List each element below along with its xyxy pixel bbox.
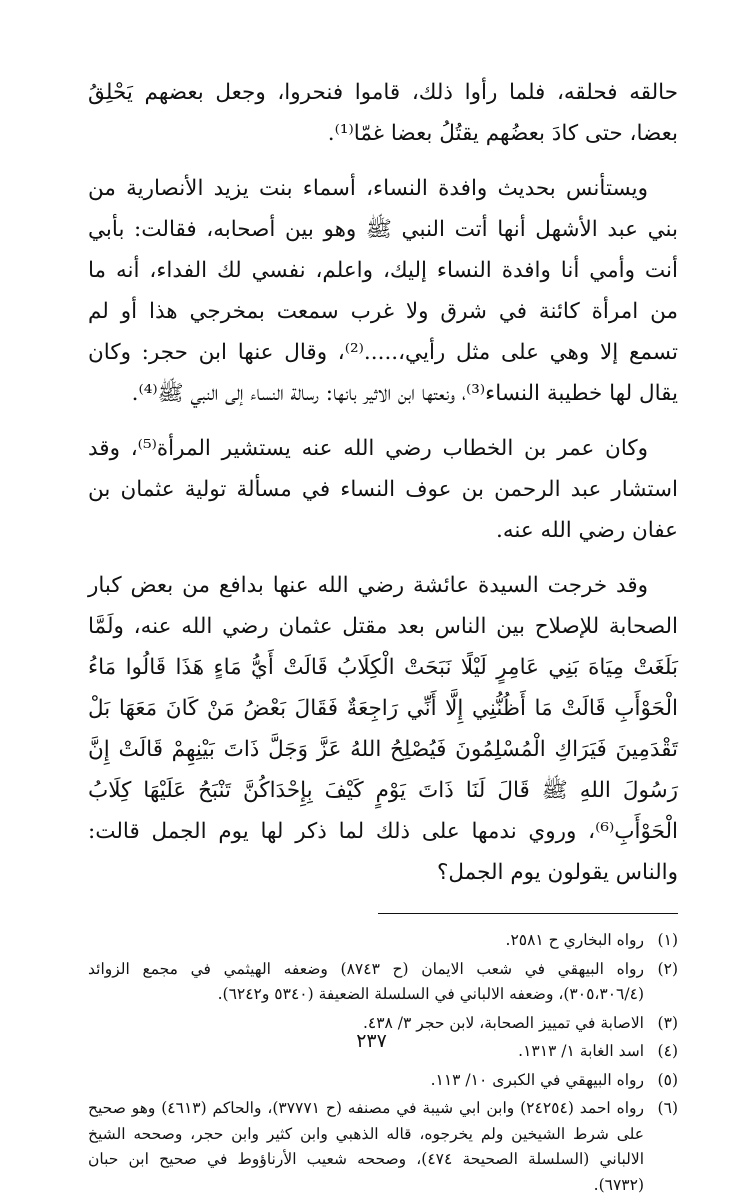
footnotes (88, 928, 678, 1198)
footnote-number: (٢) (657, 959, 678, 978)
paragraph-1: حالقه فحلقه، فلما رأوا ذلك، قاموا فنحروا، وجعل بعضهم يَحْلِقُ بعضا، حتى كادَ بعضُهم يقتُلُ بعضا غمّا⁽¹⁾. (88, 80, 678, 146)
footnote-text: الاصابة في تمييز الصحابة، لابن حجر ٣/ ٤٣٨. (362, 1013, 644, 1032)
footnote-text: رواه البخاري ح ٢٥٨١. (505, 931, 644, 949)
footnote-number: (١) (657, 931, 678, 949)
page-number: ٢٣٧ (356, 1030, 387, 1052)
footnote-1 (88, 928, 678, 954)
paragraph-3: وكان عمر بن الخطاب رضي الله عنه يستشير المرأة⁽⁵⁾، وقد استشار عبد الرحمن بن عوف النساء في مسألة تولية عثمان بن عفان رضي الله عنه. (88, 436, 678, 543)
paragraph-4: وقد خرجت السيدة عائشة رضي الله عنها بدافع من بعض كبار الصحابة للإصلاح بين الناس بعد مقتل عثمان رضي الله عنه، ولَمَّا بَلَغَتْ مِيَاهَ بَنِي عَامِرٍ لَيْلًا نَبَحَتْ الْكِلَابُ قَالَتْ أَيُّ مَاءٍ هَذَا قَالُوا مَاءُ الْحَوْأَبِ قَالَتْ مَا أَظُنُّنِي إِلَّا أَنِّي رَاجِعَةٌ فَقَالَ بَعْضُ مَنْ كَانَ مَعَهَا بَلْ تَقْدَمِينَ فَيَرَاكِ الْمُسْلِمُونَ فَيُصْلِحُ اللهُ عَزَّ وَجَلَّ ذَاتَ بَيْنِهِمْ قَالَتْ إِنَّ رَسُولَ اللهِ ﷺ قَالَ لَنَا ذَاتَ يَوْمٍ كَيْفَ بِإِحْدَاكُنَّ تَنْبَحُ عَلَيْهَا كِلَابُ الْحَوْأَبِ⁽⁶⁾، وروي ندمها على ذلك لما ذكر لها يوم الجمل قالت: والناس يقولون يوم الجمل؟ (88, 573, 678, 885)
footnote-divider (378, 913, 678, 914)
footnote-text: رواه احمد (٢٤٢٥٤) وابن ابي شيبة في مصنفه (ح ٣٧٧٧١)، والحاكم (٤٦١٣) وهو صحيح على شرط الشيخين ولم يخرجوه، قاله الذهبي وابن كثير وابن حجر، وصححه الشيخ الالباني (السلسلة الصحيحة ٤٧٤)، وصححه شعيب الأرناؤوط في صحيح ابن حبان (٦٧٣٢). (88, 1099, 644, 1194)
paragraph-2: ويستأنس بحديث وافدة النساء، أسماء بنت يزيد الأنصارية من بني عبد الأشهل أنها أتت النبي ﷺ وهو بين أصحابه، فقالت: بأبي أنت وأمي أنا وافدة النساء إليك، واعلم، نفسي لك الفداء، أنه ما من امرأة كائنة في شرق ولا غرب سمعت بمخرجي هذا أو لم تسمع إلا وهي على مثل رأيي،.....⁽²⁾، وقال عنها ابن حجر: وكان يقال لها خطيبة النساء⁽³⁾، ونعتها ابن الاثير بانها: رسالة النساء إلى النبي ﷺ⁽⁴⁾. (88, 176, 679, 406)
footnote-text: رواه البيهقي في شعب الايمان (ح ٨٧٤٣) وضعفه الهيثمي في مجمع الزوائد (٣٠٥،٣٠٦/٤)، وضعفه الالباني في السلسلة الضعيفة (٥٣٤٠ و٦٢٤٢). (88, 959, 644, 1003)
footnote-text: اسد الغابة ١/ ١٣١٣. (518, 1042, 644, 1060)
footnote-number: (٣) (657, 1013, 678, 1032)
footnote-2 (88, 957, 678, 1008)
footnote-number: (٤) (657, 1042, 678, 1060)
footnote-text: رواه البيهقي في الكبرى ١٠/ ١١٣. (430, 1070, 644, 1089)
footnote-6 (88, 1096, 678, 1198)
footnote-number: (٥) (657, 1070, 678, 1089)
main-text (88, 72, 678, 893)
footnote-5 (88, 1068, 678, 1094)
footnote-number: (٦) (657, 1099, 678, 1117)
